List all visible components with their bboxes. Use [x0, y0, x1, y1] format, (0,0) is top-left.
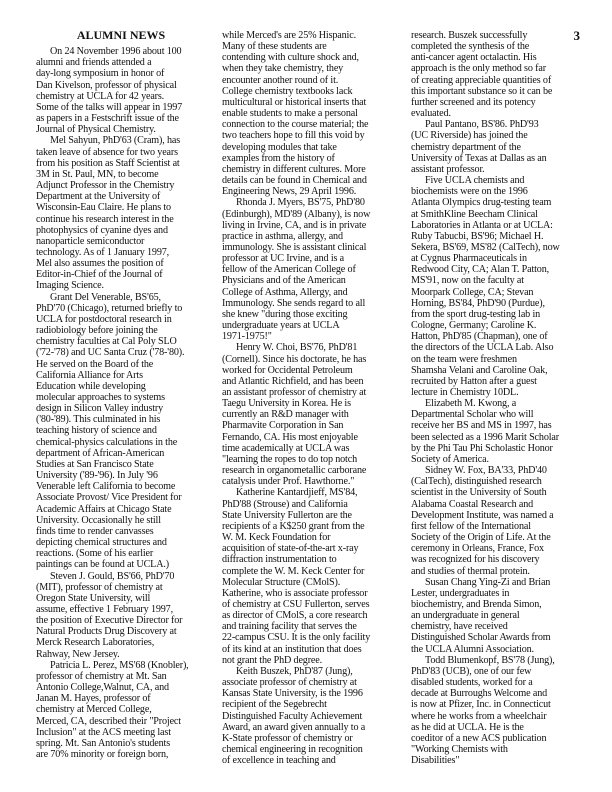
paragraph-kivelson-symposium: On 24 November 1996 about 100 alumni and friends attended a day-long symposium in honor of Dan Kivelson, professor of physical chemistry at UCLA for 42 years. Some of the talks will appear in 1997 as papers in a Festschrift issue of the Journal of Physical Chemistry. [36, 46, 183, 136]
paragraph-henry-choi: Henry W. Choi, BS'76, PhD'81 (Cornell). Since his doctorate, he has worked for Occidental Petroleum and Atlantic Richfield, and has been an assistant professor of chemistry at Taegu University in Korea. He is currently an R&D manager with Pharmavite Corporation in San Fernando, CA. His most enjoyable time academically at UCLA was "learning the ropes to do top notch research in organometallic carborane catalysis under Prof. Hawthorne." [222, 342, 367, 488]
paragraph-grant-del-venerable: Grant Del Venerable, BS'65, PhD'70 (Chicago), returned briefly to UCLA for postdoctoral research in radiobiology before joining the chemistry faculties at Cal Poly SLO ('72-'78) and UC Santa Cruz ('78-'80). He served on the Board of the California Alliance for Arts Education while developing molecular approaches to systems design in Silicon Valley industry ('80-'89). This culminated in his teaching history of science and chemical-physics calculations in the department of African-American Studies at San Francisco State University ('89-'96). In July '96 Venerable left California to become Associate Provost/ Vice President for Academic Affairs at Chicago State University. Occasionally he still finds time to render canvasses depicting chemical structures and reactions. (Some of his earlier paintings can be found at UCLA.) [36, 291, 185, 571]
paragraph-steven-gould: Steven J. Gould, BS'66, PhD'70 (MIT), professor of chemistry at Oregon State University, will assume, effective 1 February 1997, the position of Executive Director for Natural Products Drug Discovery at Merck Research Laboratories, Rahway, New Jersey. [36, 570, 183, 660]
paragraph-todd-blumenkopf: Todd Blumenkopf, BS'78 (Jung), PhD'83 (UCB), one of our few disabled students, worked for a decade at Burroughs Welcome and is now at Pfizer, Inc. in Connecticut where he works from a wheelchair as he did at UCLA. He is the coeditor of a new ACS publication "Working Chemists with Disabilities" [411, 654, 555, 767]
column-2 [222, 30, 392, 766]
paragraph-sidney-fox: Sidney W. Fox, BA'33, PhD'40 (CalTech), distinguished research scientist in the University of South Alabama Coastal Research and Development Institute, was named a first fellow of the International Society of the Origin of Life. At the ceremony in Orleans, France, Fox was recognized for his discovery and studies of thermal protein. [411, 465, 554, 577]
paragraph-patricia-perez: Patricia L. Perez, MS'68 (Knobler), professor of chemistry at Mt. San Antonio College,Walnut, CA, and Janan M. Hayes, professor of chemistry at Merced College, Merced, CA, described their "Project Inclusion" at the ACS meeting last spring. Mt. San Antonio's students are 70% minority or foreign born, [36, 659, 189, 760]
paragraph-rhonda-myers: Rhonda J. Myers, BS'75, PhD'80 (Edinburgh), MD'89 (Albany), is now living in Irvine, CA, and is in private practice in asthma, allergy, and immunology. She is assistant clinical professor at UC Irvine, and is a fellow of the American College of Physicians and of the American College of Asthma, Allergy, and Immunology. She sends regard to all she knew "during those exciting undergraduate years at UCLA 1971-1975!" [222, 197, 371, 343]
paragraph-mel-sahyun: Mel Sahyun, PhD'63 (Cram), has taken leave of absence for two years from his position as Staff Scientist at 3M in St. Paul, MN, to become Adjunct Professor in the Chemistry Department at the University of Wisconsin-Eau Claire. He plans to continue his research interest in the photophysics of cyanine dyes and nanoparticle semiconductor technology. As of 1 January 1997, Mel also assumes the position of Editor-in-Chief of the Journal of Imaging Science. [36, 135, 181, 292]
paragraph-buszek-cont: research. Buszek successfully completed the synthesis of the anti-cancer agent octalactin. His approach is the only method so far of creating appreciable quantities of this important substance so it can be further screened and its potency evaluated. [411, 30, 553, 120]
column-3 [411, 30, 581, 766]
paragraph-scholar-awards: Susan Chang Ying-Zi and Brian Lester, undergraduates in biochemistry, and Brenda Simon, an undergraduate in general chemistry, have received Distinguished Scholar Awards from the UCLA Alumni Association. [411, 576, 551, 655]
paragraph-elizabeth-kwong: Elizabeth M. Kwong, a Departmental Scholar who will receive her BS and MS in 1997, has been selected as a 1996 Marit Scholar by the Phi Tau Phi Scholastic Honor Society of America. [411, 398, 559, 465]
paragraph-keith-buszek: Keith Buszek, PhD'87 (Jung), associate professor of chemistry at Kansas State University, is the 1996 recipient of the Segebrecht Distinguished Faculty Achievement Award, an award given annually to a K-State professor of chemistry or chemical engineering in recognition of excellence in teaching and [222, 665, 366, 767]
page-number: 3 [573, 28, 580, 43]
paragraph-project-inclusion-cont: while Merced's are 25% Hispanic. Many of these students are contending with culture shock and, when they take chemistry, they encounter another round of it. College chemistry textbooks lack multicultural or historical inserts that enable students to make a personal connection to the course material; the two teachers hope to fill this void by developing modules that take examples from the history of chemistry in different cultures. More details can be found in Chemical and Engineering News, 29 April 1996. [222, 30, 369, 198]
paragraph-katherine-kantardjieff: Katherine Kantardjieff, MS'84, PhD'88 (Strouse) and California State University Fullerton are the recipients of a K$250 grant from the W. M. Keck Foundation for acquisition of state-of-the-art x-ray diffraction instrumentation to complete the W. M. Keck Center for Molecular Structure (CMolS). Katherine, who is associate professor of chemistry at CSU Fullerton, serves as director of CMolS, a core research and training facility that serves the 22-campus CSU. It is the only facility of its kind at an institution that does not grant the PhD degree. [222, 487, 371, 666]
paragraph-olympics-drug-testing: Five UCLA chemists and biochemists were on the 1996 Atlanta Olympics drug-testing team at SmithKline Beecham Clinical Laboratories in Atlanta or at UCLA: Ruby Tabucbi, BS'96; Michael H. Sekera, BS'69, MS'82 (CalTech), now at Cygnus Pharmaceuticals in Redwood City, CA; Alan T. Patton, MS'91, now on the faculty at Moorpark College, CA; Stevan Horning, BS'84, PhD'90 (Purdue), from the sport drug-testing lab in Cologne, Germany; Caroline K. Hatton, PhD'85 (Chapman), one of the directors of the UCLA Lab. Also on the team were freshmen Shamsha Velani and Caroline Oak, recruited by Hatton after a guest lecture in Chemistry 10DL. [411, 175, 560, 398]
section-heading: ALUMNI NEWS [76, 28, 166, 42]
column-1 [36, 30, 206, 760]
paragraph-paul-pantano: Paul Pantano, BS'86. PhD'93 (UC Riverside) has joined the chemistry department of the University of Texas at Dallas as an assistant professor. [411, 119, 547, 175]
